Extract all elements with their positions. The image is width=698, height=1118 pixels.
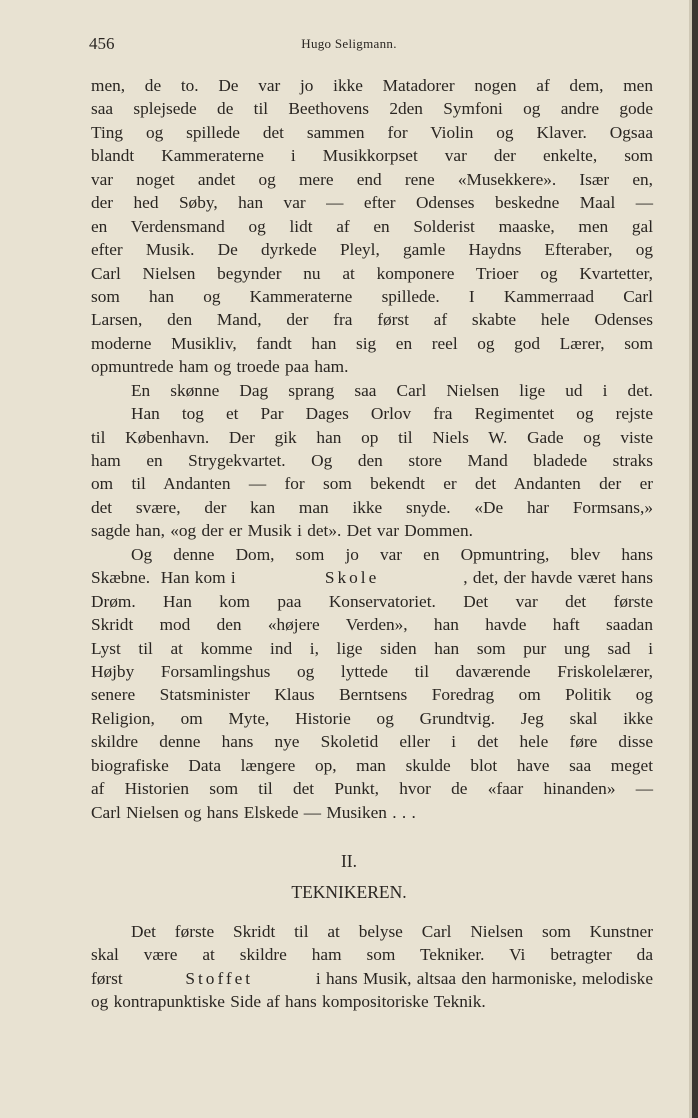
text-line: Lyst til at komme ind i, lige siden han som pur ung sad i — [91, 638, 653, 658]
text-line: skal være at skildre ham som Tekniker. Vi betragter da — [91, 945, 653, 965]
text-line: biografiske Data længere op, man skulde blot have saa meget — [91, 755, 653, 775]
text-line: om til Andanten — for som bekendt er det Andanten der er — [91, 474, 653, 494]
text-line: til København. Der gik han op til Niels W. Gade og viste — [91, 427, 653, 447]
body-text — [91, 74, 653, 824]
text-line: det svære, der kan man ikke snyde. «De har Formsans,» — [91, 497, 653, 517]
text-line: der hed Søby, han var — efter Odenses beskedne Maal — — [91, 193, 653, 213]
text-line: senere Statsminister Klaus Berntsens Foredrag om Politik og — [91, 685, 653, 705]
text-line: Larsen, den Mand, der fra først af skabte hele Odenses — [91, 310, 653, 330]
text-line: en Verdensmand og lidt af en Solderist maaske, men gal — [91, 216, 653, 236]
text-line: opmuntrede ham og troede paa ham. — [91, 357, 349, 377]
text-line: Carl Nielsen og hans Elskede — Musiken . . . — [91, 802, 416, 822]
text-line — [91, 967, 653, 990]
text-line: Det første Skridt til at belyse Carl Nielsen som Kunstner — [131, 922, 653, 941]
text-line: Drøm. Han kom paa Konservatoriet. Det var det første — [91, 591, 653, 611]
text-line: ham en Strygekvartet. Og den store Mand bladede straks — [91, 451, 653, 470]
section-title: TEKNIKEREN. — [291, 882, 407, 902]
emphasized-word: Stoffet — [185, 968, 254, 988]
running-head: Hugo Seligmann. — [301, 36, 397, 51]
text-line: men, de to. De var jo ikke Matadorer nogen af dem, men — [91, 76, 653, 95]
text-line: Højby Forsamlingshus og lyttede til daværende Friskolelærer, — [91, 661, 653, 681]
text-line: Skridt mod den «højere Verden», han havde haft saadan — [91, 615, 653, 635]
text-line: Ting og spillede det sammen for Violin og Klaver. Ogsaa — [91, 122, 653, 142]
book-spine-edge — [692, 0, 698, 1118]
page-number: 456 — [89, 34, 115, 53]
text-line: blandt Kammeraterne i Musikkorpset var der enkelte, som — [91, 146, 653, 166]
text-line: saa splejsede de til Beethovens 2den Symfoni og andre gode — [91, 99, 653, 119]
text-line — [91, 566, 653, 589]
text-segment: Skæbne. Han kom i — [91, 568, 241, 588]
section-number: II. — [340, 851, 358, 871]
text-line: var noget andet og mere end rene «Musekkere». Især en, — [91, 169, 653, 189]
text-line: Han tog et Par Dages Orlov fra Regimentet og rejste — [131, 404, 653, 424]
text-line: Carl Nielsen begynder nu at komponere Trioer og Kvartetter, — [91, 263, 653, 283]
text-segment: i hans Musik, altsaa den harmoniske, melodiske — [310, 968, 653, 988]
text-segment: først — [91, 968, 128, 988]
text-line: Religion, om Myte, Historie og Grundtvig. Jeg skal ikke — [91, 708, 653, 728]
text-line: skildre denne hans nye Skoletid eller i det hele føre disse — [91, 732, 653, 752]
text-segment: , det, der havde været hans — [463, 568, 653, 588]
text-line: efter Musik. De dyrkede Pleyl, gamle Haydns Efteraber, og — [91, 240, 653, 260]
text-line: sagde han, «og der er Musik i det». Det var Dommen. — [91, 521, 473, 541]
emphasized-word: Skole — [324, 568, 380, 588]
text-line: som han og Kammeraterne spillede. I Kammerraad Carl — [91, 286, 653, 306]
text-line: moderne Musikliv, fandt han sig en reel og god Lærer, som — [91, 333, 653, 353]
text-line: af Historien som til det Punkt, hvor de «faar hinanden» — — [91, 779, 653, 799]
text-line: En skønne Dag sprang saa Carl Nielsen lige ud i det. — [131, 380, 653, 400]
text-line: og kontrapunktiske Side af hans kompositoriske Teknik. — [91, 992, 486, 1012]
section-body-text — [91, 920, 653, 1014]
text-line: Og denne Dom, som jo var en Opmuntring, blev hans — [131, 544, 653, 564]
